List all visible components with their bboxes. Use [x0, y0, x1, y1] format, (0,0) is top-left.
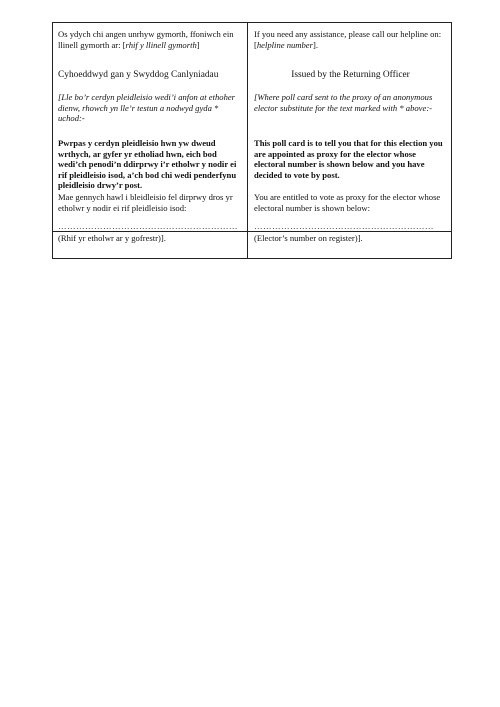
english-issued-by: Issued by the Returning Officer	[291, 70, 410, 80]
english-number-dotted-line: ……………………………………………………	[254, 222, 434, 231]
english-register-label: (Elector’s number on register)].	[254, 233, 363, 243]
welsh-anonymous-note: [Lle bo’r cerdyn pleidleisio wedi’i anfon at ethoher dienw, rhowch yn lle’r testun a nodwyd gyda * uchod:-	[58, 92, 236, 124]
welsh-number-dotted-line: ……………………………………………………	[58, 222, 238, 231]
welsh-purpose-paragraph: Pwrpas y cerdyn pleidleisio hwn yw dweud wrthych, ar gyfer yr etholiad hwn, eich bod wedi’ch penodi’n ddirprwy i’r etholwr y nodir ei rif pleidleisio isod, a’ch bod chi wedi penderfynu pleidleisio drwy’r post.	[58, 138, 237, 191]
welsh-register-label: (Rhif yr etholwr ar y gofrestr)].	[58, 233, 166, 243]
english-assistance-lead: If you need any assistance, please call our helpline on: [	[254, 29, 442, 50]
english-assistance-text	[254, 29, 447, 70]
welsh-helpline-placeholder: rhif y llinell gymorth	[125, 39, 197, 50]
welsh-column	[53, 23, 248, 258]
welsh-assistance-close: ]	[196, 39, 200, 50]
english-helpline-placeholder: helpline number	[256, 39, 313, 50]
welsh-assistance-text	[58, 29, 243, 70]
poll-card-table	[52, 22, 452, 259]
welsh-entitled-text: Mae gennych hawl i bleidleisio fel dirprwy dros yr etholwr y nodir ei rif pleidleisio isod:	[58, 192, 233, 213]
english-entitled-text: You are entitled to vote as proxy for the elector whose electoral number is shown below:	[254, 192, 441, 213]
english-column	[248, 23, 451, 258]
welsh-assistance-lead: Os ydych chi angen unrhyw gymorth, ffoniwch ein llinell gymorth ar: [	[58, 29, 234, 50]
english-anonymous-note: [Where poll card sent to the proxy of an anonymous elector substitute for the text marked with * above:-	[254, 92, 433, 113]
english-assistance-close: ].	[312, 39, 318, 50]
welsh-issued-by: Cyhoeddwyd gan y Swyddog Canlyniadau	[58, 70, 219, 80]
english-purpose-paragraph: This poll card is to tell you that for this election you are appointed as proxy for the elector whose electoral number is shown below and you have decided to vote by post.	[254, 138, 443, 180]
